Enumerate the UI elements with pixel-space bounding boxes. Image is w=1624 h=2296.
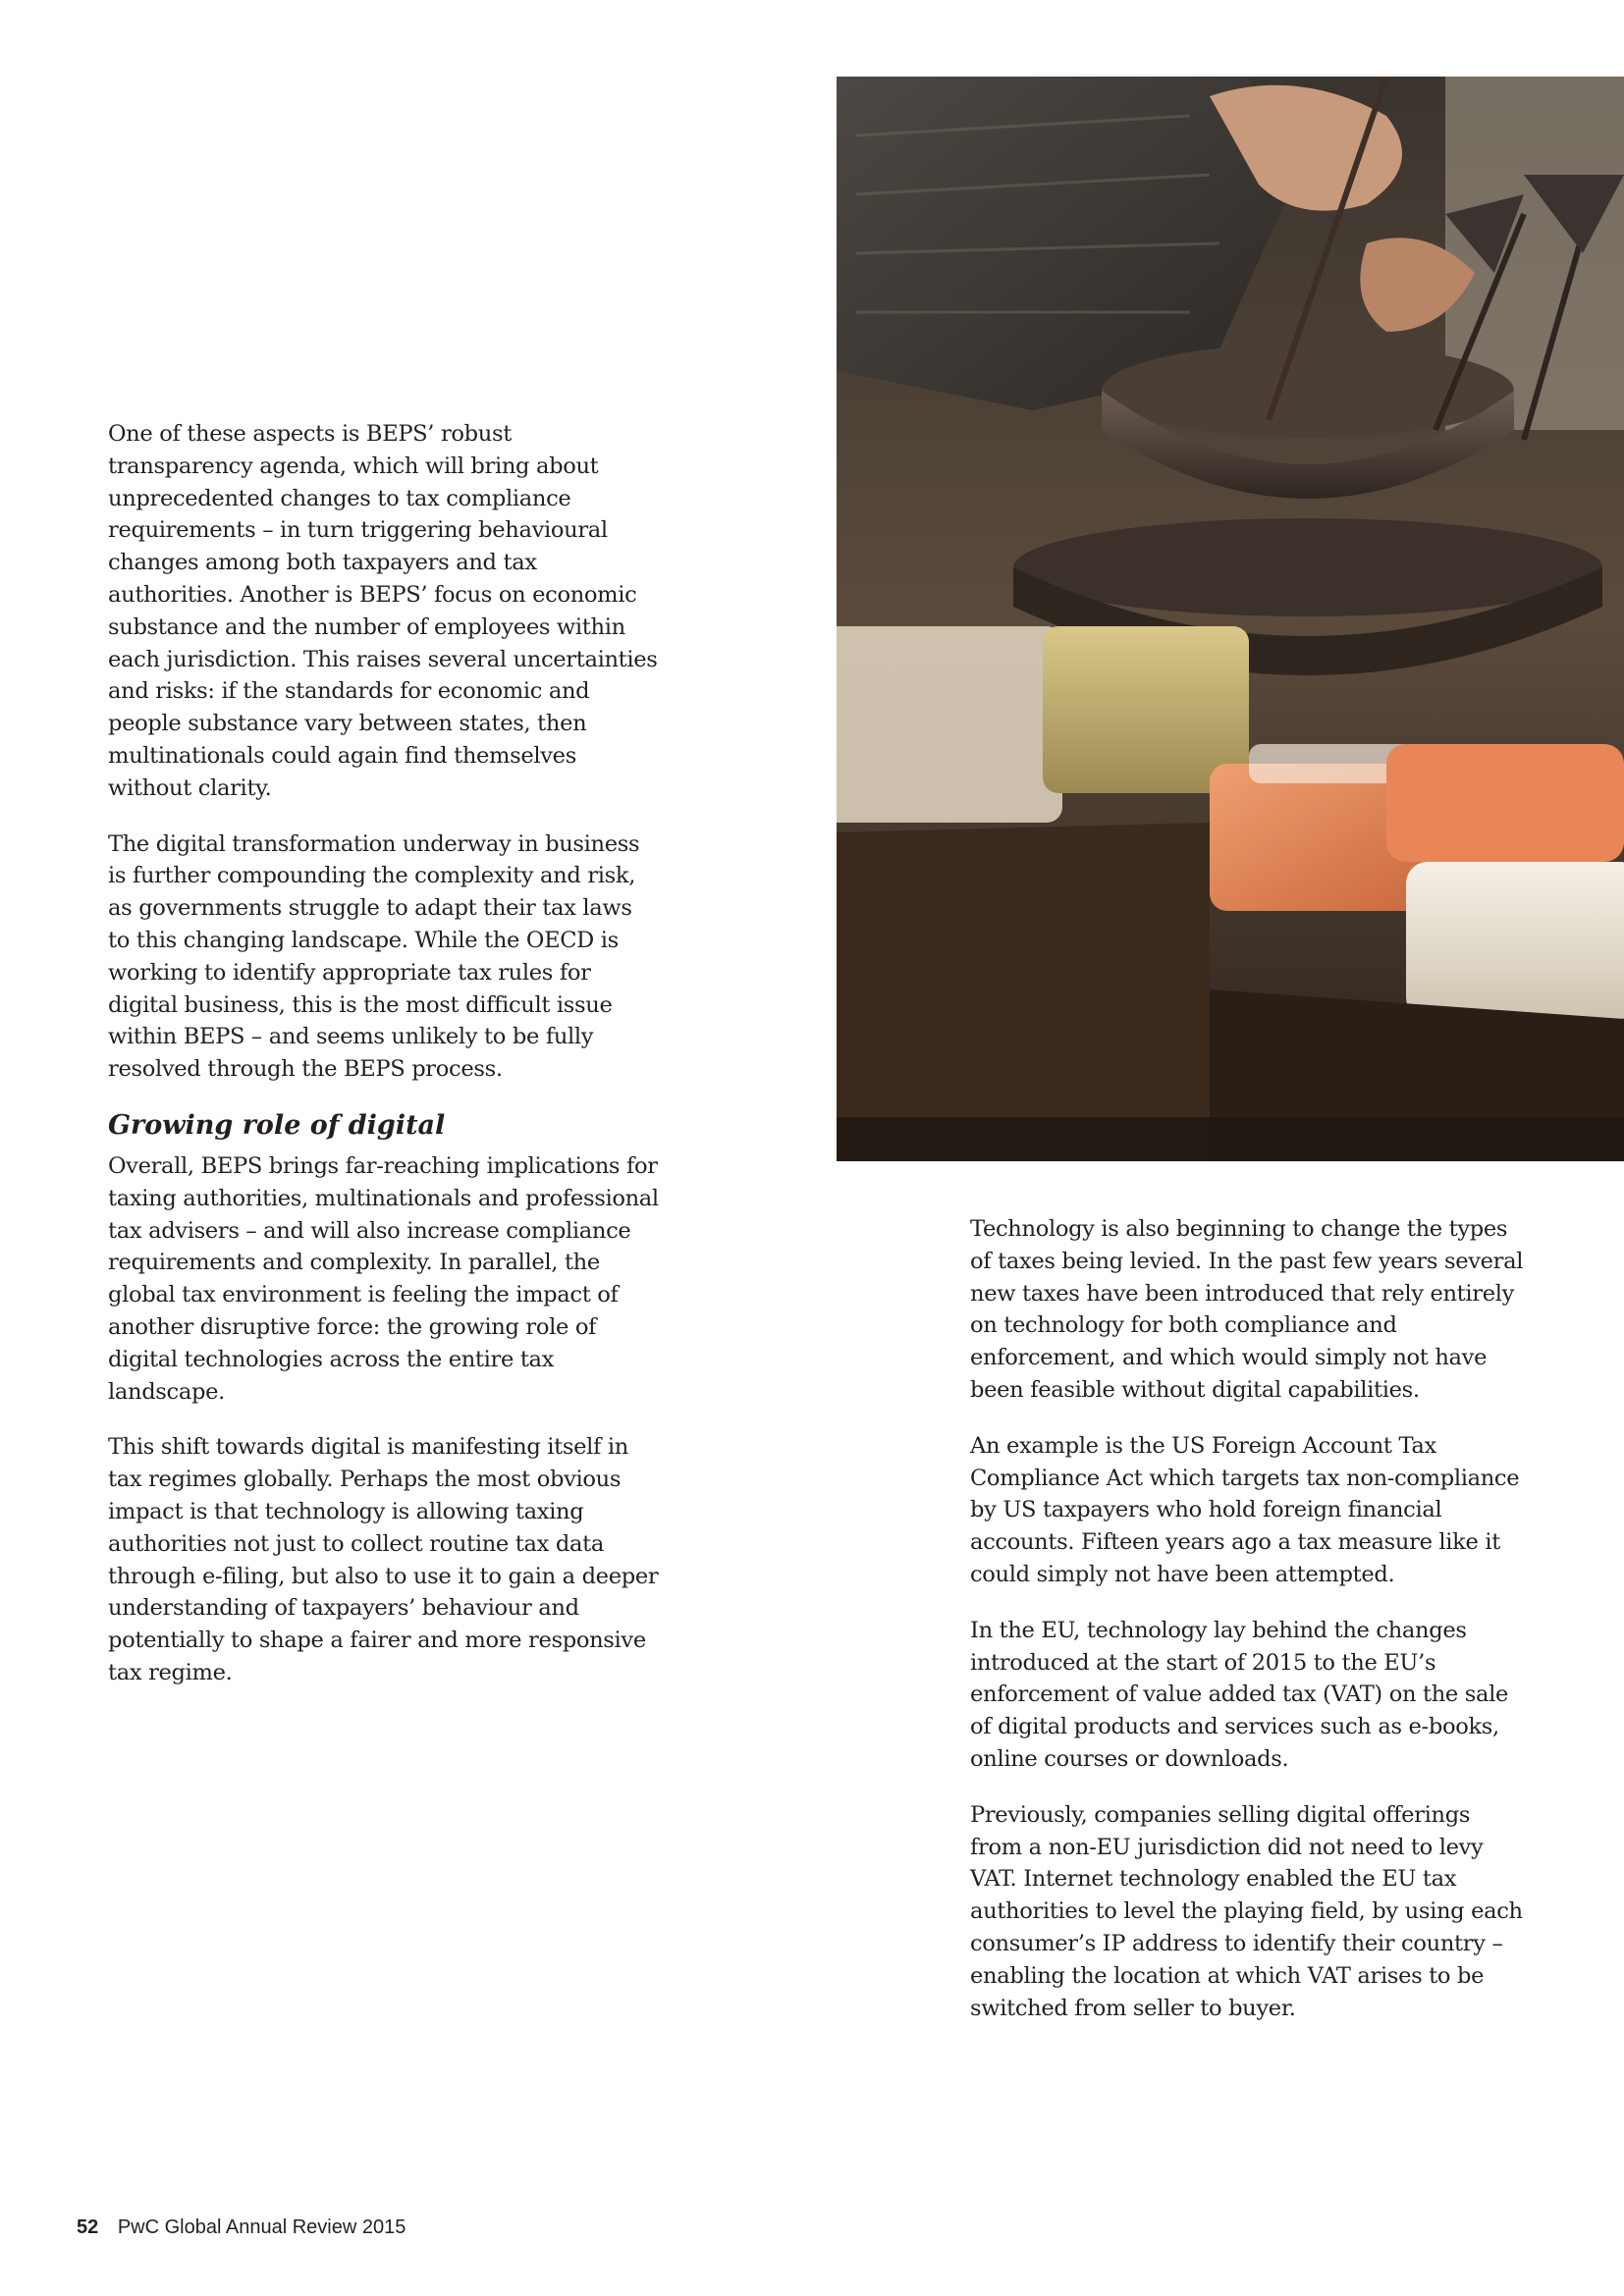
- page-footer: [77, 2216, 406, 2239]
- right-text-column: [970, 1213, 1528, 2048]
- publication-title: PwC Global Annual Review 2015: [117, 2216, 406, 2238]
- body-paragraph: Overall, BEPS brings far-reaching implications for taxing authorities, multinationals and professional tax advisers – and will also increase compliance requirements and complexity. In parallel, the global tax environment is feeling the impact of another disruptive force: the growing role of digital technologies across the entire tax landscape.: [108, 1152, 659, 1405]
- section-subheading: Growing role of digital: [108, 1109, 446, 1141]
- body-paragraph: One of these aspects is BEPS’ robust transparency agenda, which will bring about unprecedented changes to tax compliance requirements – in turn triggering behavioural changes among both taxpayers and tax authorities. Another is BEPS’ focus on economic substance and the number of employees within each jurisdiction. This raises several uncertainties and risks: if the standards for economic and people substance vary between states, then multinationals could again find themselves without clarity.: [108, 421, 658, 801]
- left-text-column: [108, 418, 660, 1713]
- body-paragraph: This shift towards digital is manifesting itself in tax regimes globally. Perhaps the most obvious impact is that technology is allowing taxing authorities not just to collect routine tax data through e-filing, but also to use it to gain a deeper understanding of taxpayers’ behaviour and potentially to shape a fairer and more responsive tax regime.: [108, 1434, 659, 1685]
- body-paragraph: The digital transformation underway in business is further compounding the complexity and risk, as governments struggle to adapt their tax laws to this changing landscape. While the OECD is working to identify appropriate tax rules for digital business, this is the most difficult issue within BEPS – and seems unlikely to be fully resolved through the BEPS process.: [108, 830, 640, 1083]
- page-number: 52: [77, 2216, 99, 2238]
- hero-photo: [837, 77, 1624, 1161]
- body-paragraph: In the EU, technology lay behind the changes introduced at the start of 2015 to the EU’s enforcement of value added tax (VAT) on the sale of digital products and services such as e-books, online courses or downloads.: [970, 1617, 1509, 1772]
- body-paragraph: An example is the US Foreign Account Tax Compliance Act which targets tax non-compliance by US taxpayers who hold foreign financial accounts. Fifteen years ago a tax measure like it could simply not have been attempted.: [970, 1432, 1520, 1587]
- body-paragraph: Previously, companies selling digital offerings from a non-EU jurisdiction did not need to levy VAT. Internet technology enabled the EU tax authorities to level the playing field, by using each consumer’s IP address to identify their country – enabling the location at which VAT arises to be switched from seller to buyer.: [970, 1801, 1523, 2021]
- body-paragraph: Technology is also beginning to change the types of taxes being levied. In the past few years several new taxes have been introduced that rely entirely on technology for both compliance and enforcement, and which would simply not have been feasible without digital capabilities.: [970, 1216, 1524, 1403]
